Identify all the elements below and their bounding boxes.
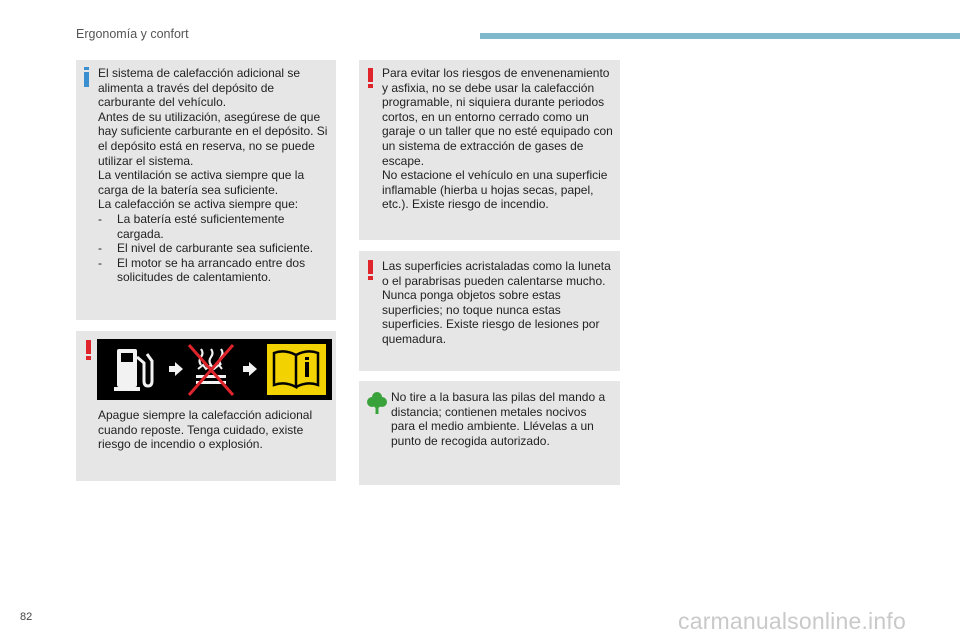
list-item-text: La batería esté suficientemente cargada. [117,211,285,241]
warning-icon [86,340,91,360]
warning-paragraph: Las superficies acristaladas como la luneta o el parabrisas pueden calentarse mucho. [382,259,611,288]
tree-icon [366,391,388,415]
list-item [98,212,330,241]
refuel-warning-text: Apague siempre la calefacción adicional cuando reposte. Tenga cuidado, existe riesgo de incendio o explosión. [98,408,313,452]
environment-text: No tire a la basura las pilas del mando a distancia; contienen metales nocivos para el medio ambiente. Llévelas a un punto de recogida autorizado. [391,390,606,448]
warning-icon [368,260,373,280]
info-box-text [98,66,330,285]
warning-icon [368,68,373,88]
list-item [98,256,330,285]
info-paragraph: La ventilación se activa siempre que la carga de la batería sea suficiente. [98,168,305,197]
info-icon [84,67,89,87]
warning-paragraph: No estacione el vehículo en una superficie inflamable (hierba u hojas secas, papel, etc.). Existe riesgo de incendio. [382,168,608,212]
warning-paragraph: Nunca ponga objetos sobre estas superficies; no toque nunca estas superficies. Existe riesgo de lesiones por quemadura. [382,288,600,346]
list-dash: - [98,255,102,270]
list-item-text: El nivel de carburante sea suficiente. [117,241,314,256]
warning-paragraph: Para evitar los riesgos de envenenamiento y asfixia, no se debe usar la calefacción programable, ni siquiera durante periodos cortos, en un entorno cerrado como un garaje o un taller que no esté equipado con un sistema de extracción de gases de escape. [382,66,613,168]
pictogram-graphic [97,339,332,400]
refuel-pictogram [97,339,332,400]
list-dash: - [98,241,102,256]
page-number: 82 [20,611,33,623]
watermark: carmanualsonline.info [678,608,906,634]
manual-book-icon [267,344,326,395]
glass-warning-text [382,259,614,347]
arrow-right-icon [243,362,257,376]
list-item-text: El motor se ha arrancado entre dos solicitudes de calentamiento. [117,255,306,285]
info-paragraph: El sistema de calefacción adicional se alimenta a través del depósito de carburante del vehículo. [98,66,301,110]
header-accent-bar [480,33,960,39]
poisoning-warning-text [382,66,618,212]
arrow-right-icon [169,362,183,376]
info-paragraph: Antes de su utilización, asegúrese de que hay suficiente carburante en el depósito. Si el depósito está en reserva, no se puede utilizar el sistema. [98,109,328,168]
section-title: Ergonomía y confort [76,27,189,41]
info-paragraph: La calefacción se activa siempre que: [98,197,299,212]
fuel-pump-icon [114,349,152,391]
heating-crossed-icon [189,345,233,395]
list-dash: - [98,211,102,226]
list-item [98,241,330,256]
